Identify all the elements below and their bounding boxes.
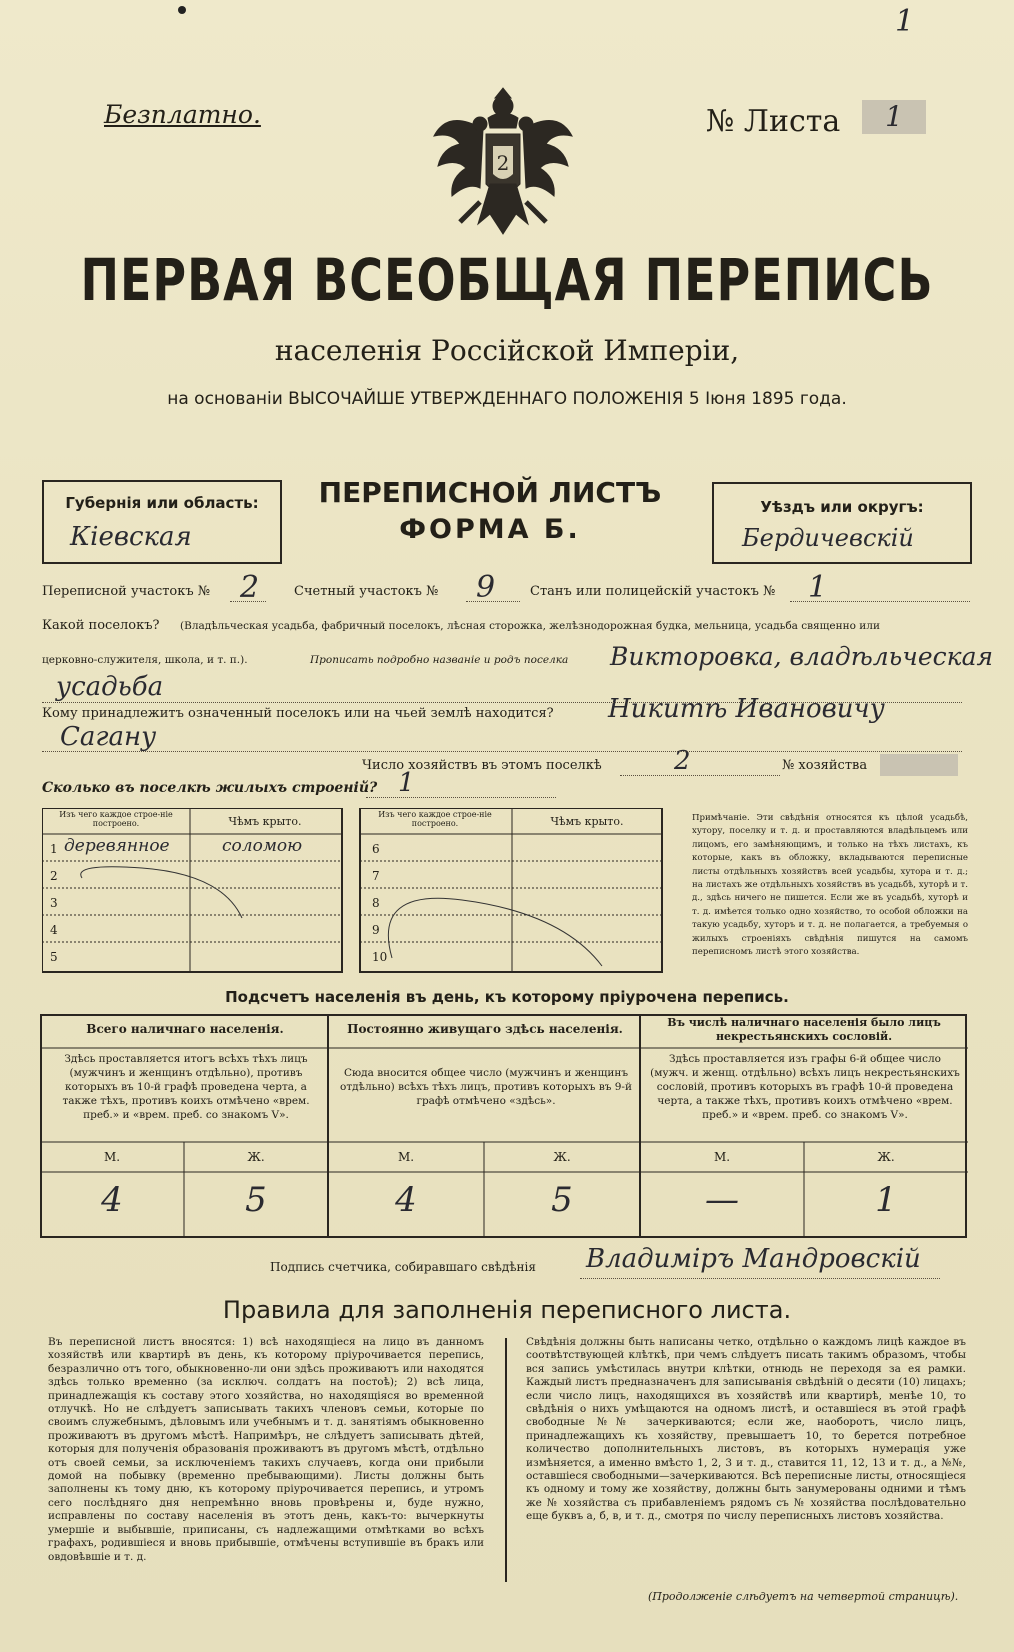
col-material-header: Изъ чего каждое строе-ніе построено.: [59, 810, 173, 828]
district-box: [712, 482, 972, 564]
station-value[interactable]: 1: [808, 570, 828, 605]
settlement-hint-3: Прописать подробно названіе и родъ поселка: [310, 654, 569, 666]
rules-right-column: Свѣдѣнія должны быть написаны четко, отдѣльно о каждомъ лицѣ каждое въ соотвѣтствующей клѣткѣ, при чемъ слѣдуетъ писать такимъ образомъ, чтобы вся запись умѣстилась внутри клѣтки, отнюдь не переходя за ея рамки. Каждый листъ предназначенъ для записыванія свѣдѣній о десяти (10) лицахъ; если число лицъ, находящихся въ хозяйствѣ или квартирѣ, менѣе 10, то свѣдѣнія о нихъ умѣщаются на одномъ листѣ, и оставшіеся въ этой графѣ свободные №№ зачеркиваются; если же, наоборотъ, число лицъ, принадлежащихъ къ хозяйству, превышаетъ 10, то берется потребное количество дополнительныхъ листовъ, въ которыхъ нумерація уже измѣняется, а именно вмѣсто 1, 2, 3 и т. д., ставится 11, 12, 13 и т. д., а №№, оставшіеся свободными—зачеркиваются. Всѣ переписные листы, относящіеся къ одному и тому же хозяйству, должны быть занумерованы одними и тѣмъ же № хозяйства съ прибавленіемъ рядомъ съ № хозяйства послѣдовательно еще буквъ а, б, в, и т. д., смотря по числу переписныхъ листовъ хозяйства.: [526, 1336, 966, 1523]
free-label: Безплатно.: [104, 100, 261, 129]
present-female-value[interactable]: 5: [245, 1180, 267, 1220]
col2-title: Постоянно живущаго здѣсь населенія.: [347, 1022, 623, 1036]
sheet-number-value: 1: [862, 100, 926, 134]
female-header: Ж.: [877, 1150, 895, 1164]
buildings-label: Сколько въ поселкѣ жилыхъ строеній?: [42, 780, 378, 796]
count-title: Подсчетъ населенія въ день, къ которому пріурочена перепись.: [225, 988, 789, 1006]
corner-page-mark: 1: [895, 4, 915, 39]
row-number: 7: [372, 869, 380, 883]
row-number: 6: [372, 842, 380, 856]
count-area-label: Счетный участокъ №: [294, 584, 439, 599]
continued-note: (Продолженіе слѣдуетъ на четвертой страницѣ).: [648, 1590, 959, 1603]
settlement-value-2[interactable]: усадьба: [56, 672, 164, 702]
settlement-hint-2: церковно-служителя, школа, и т. п.).: [42, 654, 248, 666]
col-roof-header-2: Чѣмъ крыто.: [550, 815, 624, 828]
census-area-value[interactable]: 2: [240, 570, 260, 605]
non-peasant-male-value[interactable]: —: [705, 1180, 739, 1220]
male-header: М.: [397, 1150, 415, 1164]
column-divider: [505, 1338, 507, 1582]
female-header: Ж.: [247, 1150, 265, 1164]
owner-value-2[interactable]: Сагану: [60, 722, 157, 752]
settlement-value[interactable]: Викторовка, владѣльческая: [610, 642, 994, 671]
census-list-title: ПЕРЕПИСНОЙ ЛИСТЪ: [318, 476, 662, 509]
row-number: 1: [50, 842, 58, 856]
row-number: 8: [372, 896, 380, 910]
imperial-eagle-emblem: [428, 84, 578, 244]
owner-label: Кому принадлежитъ означенный поселокъ или на чьей землѣ находится?: [42, 706, 554, 721]
district-value[interactable]: Бердичевскій: [742, 524, 914, 552]
signature-label: Подпись счетчика, собиравшаго свѣдѣнія: [270, 1260, 536, 1274]
census-area-label: Переписной участокъ №: [42, 584, 211, 599]
male-header: М.: [103, 1150, 121, 1164]
subtitle: населенія Россійской Имперіи,: [274, 334, 740, 367]
settlement-label: Какой поселокъ?: [42, 618, 160, 633]
province-label: Губернія или область:: [65, 494, 259, 512]
households-value[interactable]: 2: [674, 746, 691, 776]
col3-title: Въ числѣ наличнаго населенія было лицъ некрестьянскихъ сословій.: [667, 1016, 941, 1043]
col-material-header-2: Изъ чего каждое строе-ніе построено.: [378, 810, 492, 828]
svg-text:2: 2: [496, 151, 510, 175]
province-box: [42, 480, 282, 564]
rules-title: Правила для заполненія переписного листа.: [222, 1296, 792, 1324]
form-title: ФОРМА Б.: [399, 514, 581, 545]
legal-basis: на основаніи ВЫСОЧАЙШЕ УТВЕРЖДЕННАГО ПОЛОЖЕНІЯ 5 Іюня 1895 года.: [167, 389, 847, 409]
present-male-value[interactable]: 4: [101, 1180, 123, 1220]
col3-description: Здѣсь проставляется изъ графы 6-й общее число (мужч. и женщ. отдѣльно) всѣхъ лицъ некрестьянскихъ сословій, противъ которыхъ въ графѣ 10-й проведена черта, а также тѣхъ, противъ коихъ отмѣчено «врем. преб.» и «врем. преб. со знакомъ V».: [650, 1053, 960, 1121]
household-number-label: № хозяйства: [782, 758, 868, 773]
male-header: М.: [713, 1150, 731, 1164]
row1-material[interactable]: деревянное: [64, 836, 170, 856]
row1-roof[interactable]: соломою: [222, 836, 303, 856]
non-peasant-female-value[interactable]: 1: [875, 1180, 897, 1220]
buildings-value[interactable]: 1: [398, 768, 415, 798]
row-number: 10: [372, 950, 388, 964]
permanent-female-value[interactable]: 5: [551, 1180, 573, 1220]
row-number: 4: [50, 923, 58, 937]
main-title: ПЕРВАЯ ВСЕОБЩАЯ ПЕРЕПИСЬ: [80, 246, 934, 314]
permanent-male-value[interactable]: 4: [395, 1180, 417, 1220]
row-number: 2: [50, 869, 58, 883]
owner-value[interactable]: Никитѣ Ивановичу: [608, 694, 885, 724]
count-area-value[interactable]: 9: [476, 570, 496, 605]
households-label: Число хозяйствъ въ этомъ поселкѣ: [362, 758, 602, 773]
province-value[interactable]: Кіевская: [70, 522, 192, 552]
household-number-field[interactable]: [880, 754, 958, 776]
buildings-table: [42, 808, 666, 976]
sheet-number-label: № Листа: [706, 104, 841, 139]
district-label: Уѣздъ или округъ:: [760, 498, 924, 516]
station-label: Станъ или полицейскій участокъ №: [530, 584, 776, 599]
col1-title: Всего наличнаго населенія.: [86, 1022, 284, 1036]
row-number: 9: [372, 923, 380, 937]
row-number: 3: [50, 896, 58, 910]
row-number: 5: [50, 950, 58, 964]
rules-left-column: Въ переписной листъ вносятся: 1) всѣ находящіеся на лицо въ данномъ хозяйствѣ или квартирѣ въ день, къ которому пріурочивается перепись, безразлично отъ того, обыкновенно-ли они здѣсь проживаютъ или находятся здѣсь только временно (за исключ. солдатъ на постоѣ); 2) всѣ лица, принадлежащія къ составу этого хозяйства, но находящіяся во временной отлучкѣ. Но не слѣдуетъ записывать такихъ членовъ семьи, которые по своимъ служебнымъ, дѣловымъ или учебнымъ и т. д. занятіямъ обыкновенно проживаютъ въ другомъ мѣстѣ. Напримѣръ, не слѣдуетъ записывать дѣтей, которыя для полученія образованія проживаютъ въ другомъ мѣстѣ, отдѣльно отъ своей семьи, за исключеніемъ такихъ случаевъ, когда они прибыли домой на побывку (временно пребывающими). Листы должны быть заполнены къ тому дню, къ которому пріурочивается перепись, и утромъ сего послѣдняго дня непремѣнно вновь провѣрены и, буде нужно, исправлены по составу населенія въ этотъ день, какъ-то: вычеркнуты умершіе и выбывшіе, приписаны, съ надлежащими отмѣтками во всѣхъ графахъ, родившіеся и вновь прибывшіе, отмѣчены вступившіе въ бракъ или овдовѣвшіе и т. д.: [48, 1336, 484, 1563]
col-roof-header: Чѣмъ крыто.: [228, 815, 302, 828]
col1-description: Здѣсь проставляется итогъ всѣхъ тѣхъ лицъ (мужчинъ и женщинъ отдѣльно), противъ которыхъ въ 10-й графѣ проведена черта, а также тѣхъ, противъ коихъ отмѣчено «врем. преб.» и «врем. преб. со знакомъ V».: [62, 1053, 310, 1121]
note-text: Примѣчаніе. Эти свѣдѣнія относятся къ цѣлой усадьбѣ, хутору, поселку и т. д. и проставляются владѣльцемъ или лицомъ, его замѣняющимъ, и только на тѣхъ листахъ, къ которые, какъ въ обложку, вкладываются переписные листы отдѣльныхъ хозяйствъ всей усадьбы, хутора и т. д.; на листахъ же отдѣльныхъ хозяйствъ въ усадьбѣ, хуторѣ и т. д., здѣсь ничего не пишется. Если же въ усадьбѣ, хуторѣ и т. д. имѣется только одно хозяйство, то особой обложки на такую усадьбу, хуторъ и т. д. не полагается, а требуемыя о жилыхъ строеніяхъ свѣдѣнія пишутся на самомъ переписномъ листѣ этого хозяйства.: [692, 813, 968, 958]
ink-spot: [178, 6, 186, 14]
enumerator-signature[interactable]: Владиміръ Мандровскій: [586, 1244, 921, 1274]
female-header: Ж.: [553, 1150, 571, 1164]
col2-description: Сюда вносится общее число (мужчинъ и женщинъ отдѣльно) всѣхъ тѣхъ лицъ, противъ которыхъ въ 9-й графѣ отмѣчено «здѣсь».: [340, 1067, 632, 1107]
settlement-hint: (Владѣльческая усадьба, фабричный поселокъ, лѣсная сторожка, желѣзнодорожная будка, мельница, усадьба священно или: [180, 620, 880, 632]
